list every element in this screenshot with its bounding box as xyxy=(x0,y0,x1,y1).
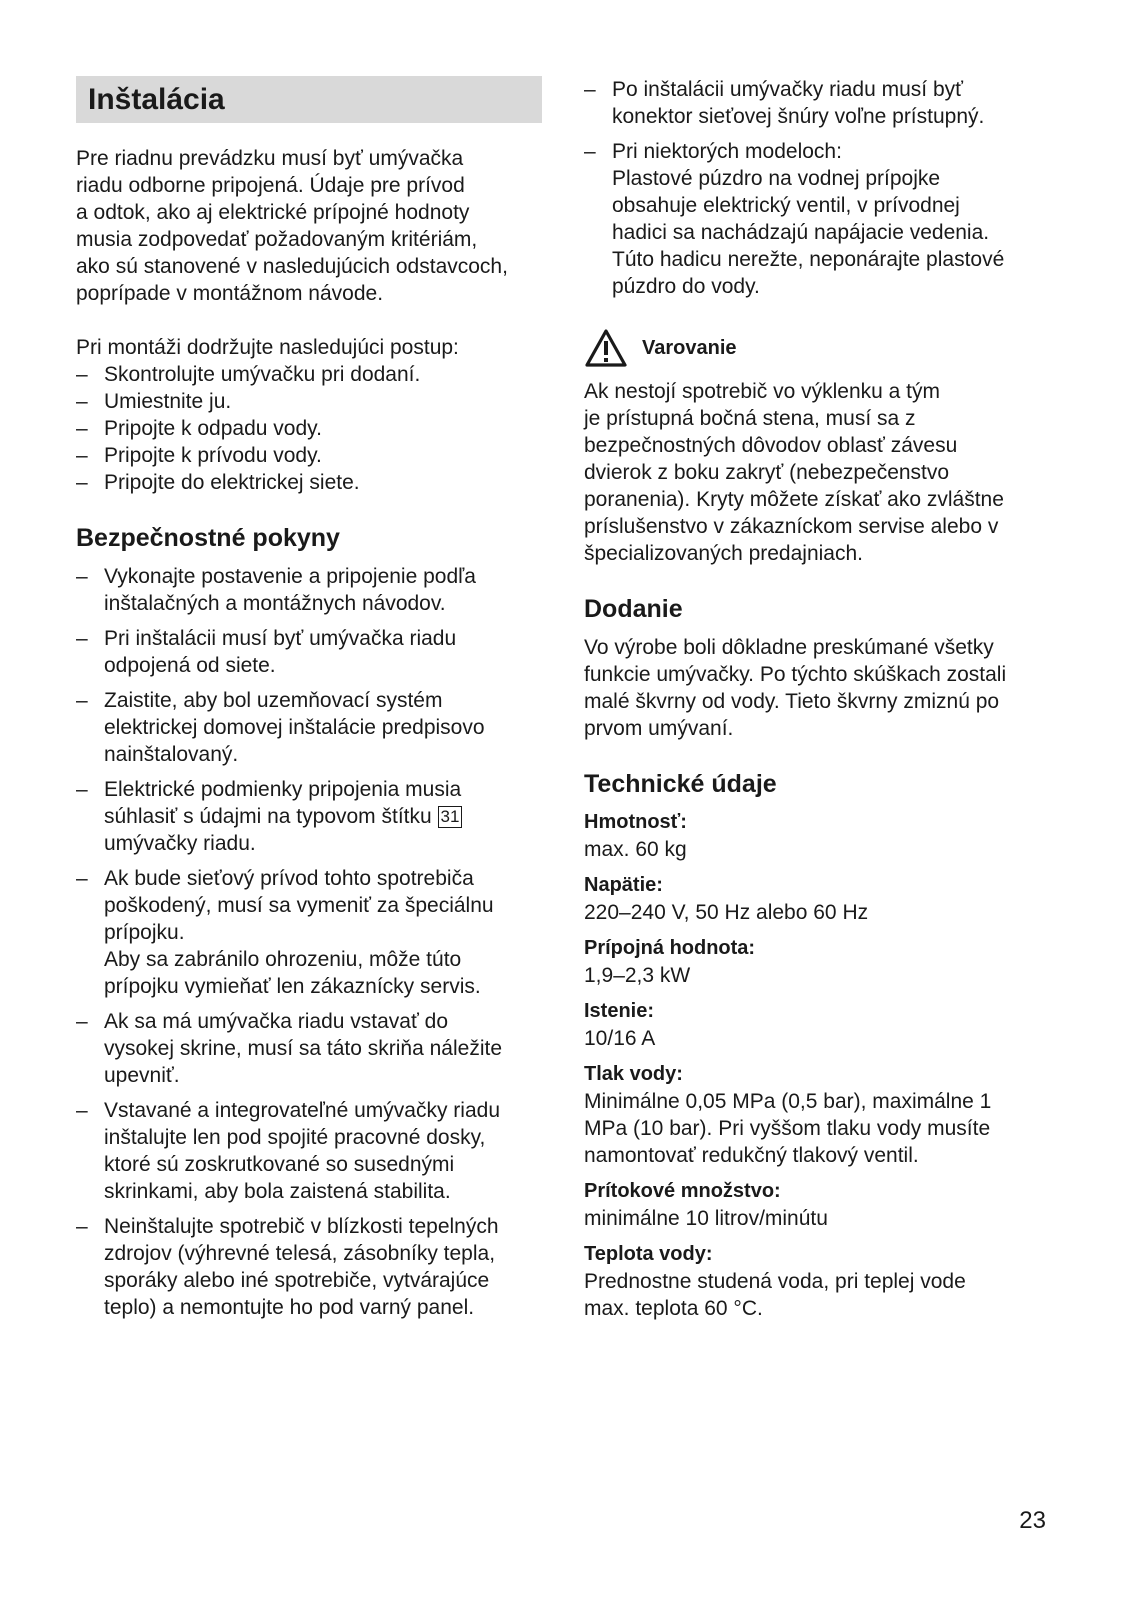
text-line: dvierok z boku zakryť (nebezpečenstvo xyxy=(584,461,950,484)
text-line: prípojku vymieňať len zákaznícky servis. xyxy=(104,975,481,998)
text-span: súhlasiť s údajmi na typovom štítku xyxy=(104,805,432,828)
text-line: nainštalovaný. xyxy=(104,743,239,766)
list-item: – Pripojte k prívodu vody. xyxy=(76,442,542,469)
text-line: malé škvrny od vody. Tieto škvrny zmiznú po xyxy=(584,690,1000,713)
list-item: – Pripojte do elektrickej siete. xyxy=(76,469,542,496)
text-line: a odtok, ako aj elektrické prípojné hodnoty xyxy=(76,201,470,224)
page-number: 23 xyxy=(1019,1507,1046,1534)
spec-label: Prípojná hodnota: xyxy=(584,937,756,959)
text-line: Vo výrobe boli dôkladne preskúmané všetky xyxy=(584,636,994,659)
text-line: – Vykonajte postavenie a pripojenie podľa xyxy=(104,565,476,588)
list-item xyxy=(584,138,1054,300)
text-line: elektrickej domovej inštalácie predpisovo xyxy=(104,716,485,739)
text-line: – Pri inštalácii musí byť umývačka riadu xyxy=(104,627,457,650)
spec-value: 10/16 A xyxy=(584,1027,656,1050)
spec-item xyxy=(584,1061,1054,1169)
text-line: Ak nestojí spotrebič vo výklenku a tým xyxy=(584,380,940,403)
procedure-list xyxy=(76,361,542,496)
text-line: obsahuje elektrický ventil, v prívodnej xyxy=(612,194,960,217)
text-line: – Neinštalujte spotrebič v blízkosti tepelných xyxy=(104,1215,499,1238)
procedure-block xyxy=(76,334,542,496)
text-line: zdrojov (výhrevné telesá, zásobníky tepla, xyxy=(104,1242,496,1265)
spec-item xyxy=(584,809,1054,863)
text-line: príslušenstvo v zákazníckom servise alebo v xyxy=(584,515,999,538)
spec-item xyxy=(584,935,1054,989)
spec-label: Hmotnosť: xyxy=(584,811,687,833)
spec-value: MPa (10 bar). Pri vyššom tlaku vody musíte xyxy=(584,1117,991,1140)
text-line: – Pri niektorých modeloch: xyxy=(612,140,842,163)
spec-value: Minimálne 0,05 MPa (0,5 bar), maximálne 1 xyxy=(584,1090,992,1113)
spec-value: max. 60 kg xyxy=(584,838,687,861)
warning-header xyxy=(584,328,1054,368)
spec-label: Napätie: xyxy=(584,874,663,896)
list-item: – Pripojte k odpadu vody. xyxy=(76,415,542,442)
spec-item xyxy=(584,1178,1054,1232)
page-title: Inštalácia xyxy=(88,83,225,116)
technical-heading: Technické údaje xyxy=(584,770,777,798)
text-line xyxy=(104,803,542,830)
text-line: Aby sa zabránilo ohrozeniu, môže túto xyxy=(104,948,462,971)
spec-item xyxy=(584,998,1054,1052)
spec-value: minimálne 10 litrov/minútu xyxy=(584,1207,828,1230)
text-line: umývačky riadu. xyxy=(104,832,256,855)
spec-label: Istenie: xyxy=(584,1000,655,1022)
list-item: – Skontrolujte umývačku pri dodaní. xyxy=(76,361,542,388)
spec-value: 220–240 V, 50 Hz alebo 60 Hz xyxy=(584,901,869,924)
text-line: vysokej skrine, musí sa táto skriňa náležite xyxy=(104,1037,502,1060)
right-column xyxy=(584,76,1054,1331)
list-item xyxy=(584,76,1054,130)
text-line: inštalačných a montážnych návodov. xyxy=(104,592,446,615)
spec-item xyxy=(584,1241,1054,1322)
text-line: prípojku. xyxy=(104,921,185,944)
text-line: púzdro do vody. xyxy=(612,275,760,298)
text-line: odpojená od siete. xyxy=(104,654,276,677)
list-item xyxy=(76,1213,542,1321)
list-item xyxy=(76,687,542,768)
delivery-text xyxy=(584,634,1054,742)
text-line: Pre riadnu prevádzku musí byť umývačka xyxy=(76,147,464,170)
text-line: ktoré sú zoskrutkované so susednými xyxy=(104,1153,455,1176)
text-line: funkcie umývačky. Po týchto skúškach zostali xyxy=(584,663,1007,686)
text-line: poprípade v montážnom návode. xyxy=(76,282,384,305)
text-line: bezpečnostných dôvodov oblasť závesu xyxy=(584,434,958,457)
list-item xyxy=(76,776,542,857)
installation-notes-list xyxy=(584,76,1054,300)
text-line: poškodený, musí sa vymeniť za špeciálnu xyxy=(104,894,494,917)
spec-label: Prítokové množstvo: xyxy=(584,1180,781,1202)
section-title-bar xyxy=(76,76,542,123)
text-line: – Zaistite, aby bol uzemňovací systém xyxy=(104,689,443,712)
delivery-heading: Dodanie xyxy=(584,595,683,623)
text-line: je prístupná bočná stena, musí sa z xyxy=(584,407,916,430)
safety-heading: Bezpečnostné pokyny xyxy=(76,524,340,552)
procedure-intro: Pri montáži dodržujte nasledujúci postup: xyxy=(76,336,459,359)
spec-item xyxy=(584,872,1054,926)
warning-text xyxy=(584,378,1054,567)
text-line: špecializovaných predajniach. xyxy=(584,542,863,565)
text-line: upevniť. xyxy=(104,1064,180,1087)
text-line: sporáky alebo iné spotrebiče, vytvárajúce xyxy=(104,1269,490,1292)
text-line: poranenia). Kryty môžete získať ako zvláštne xyxy=(584,488,1004,511)
text-line: – Elektrické podmienky pripojenia musia xyxy=(104,778,462,801)
spec-value: Prednostne studená voda, pri teplej vode xyxy=(584,1270,966,1293)
warning-label: Varovanie xyxy=(642,336,737,359)
spec-label: Teplota vody: xyxy=(584,1243,713,1265)
spec-value: namontovať redukčný tlakový ventil. xyxy=(584,1144,919,1167)
text-line: teplo) a nemontujte ho pod varný panel. xyxy=(104,1296,475,1319)
text-line: konektor sieťovej šnúry voľne prístupný. xyxy=(612,105,985,128)
safety-list xyxy=(76,563,542,1321)
list-item xyxy=(76,1008,542,1089)
text-line: ako sú stanovené v nasledujúcich odstavcoch, xyxy=(76,255,508,278)
list-item xyxy=(76,1097,542,1205)
text-line: musia zodpovedať požadovaným kritériám, xyxy=(76,228,478,251)
text-line: Túto hadicu nerežte, neponárajte plastové xyxy=(612,248,1005,271)
text-line: – Vstavané a integrovateľné umývačky riadu xyxy=(104,1099,501,1122)
text-line: – Ak sa má umývačka riadu vstavať do xyxy=(104,1010,449,1033)
text-line: – Po inštalácii umývačky riadu musí byť xyxy=(612,78,964,101)
figure-reference-number: 31 xyxy=(438,806,463,828)
left-column xyxy=(76,76,542,1329)
text-line: prvom umývaní. xyxy=(584,717,734,740)
text-line: riadu odborne pripojená. Údaje pre prívod xyxy=(76,174,465,197)
technical-specs xyxy=(584,809,1054,1322)
list-item: – Umiestnite ju. xyxy=(76,388,542,415)
text-line: Plastové púzdro na vodnej prípojke xyxy=(612,167,941,190)
text-line: – Ak bude sieťový prívod tohto spotrebiča xyxy=(104,867,474,890)
spec-label: Tlak vody: xyxy=(584,1063,683,1085)
intro-paragraph xyxy=(76,145,542,307)
text-line: hadici sa nachádzajú napájacie vedenia. xyxy=(612,221,990,244)
warning-triangle-icon xyxy=(584,328,628,368)
list-item xyxy=(76,563,542,617)
text-line: inštalujte len pod spojité pracovné dosky, xyxy=(104,1126,486,1149)
list-item xyxy=(76,625,542,679)
spec-value: max. teplota 60 °C. xyxy=(584,1297,763,1320)
text-line: skrinkami, aby bola zaistená stabilita. xyxy=(104,1180,451,1203)
list-item xyxy=(76,865,542,1000)
spec-value: 1,9–2,3 kW xyxy=(584,964,691,987)
